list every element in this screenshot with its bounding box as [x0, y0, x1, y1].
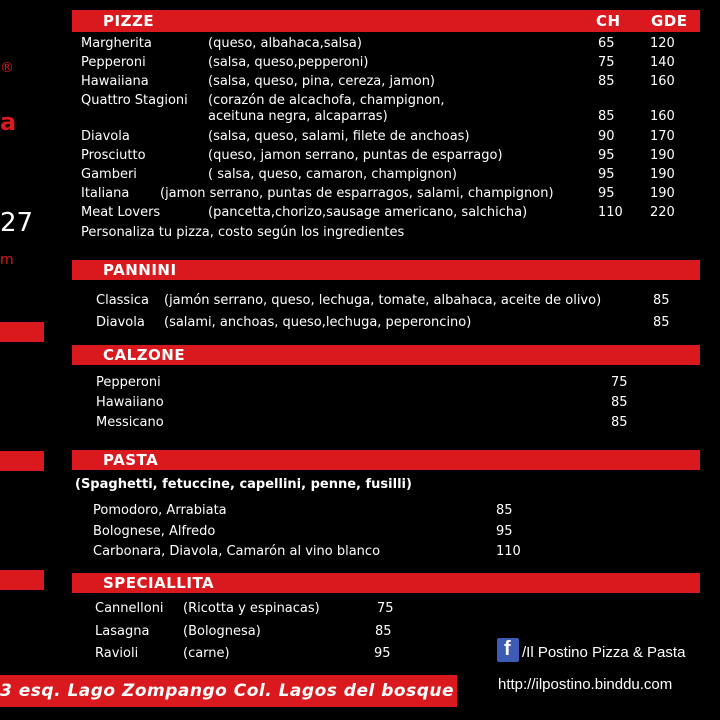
calzone-name: Pepperoni	[96, 375, 161, 390]
speciallita-title: SPECIALLITA	[103, 574, 215, 592]
pizza-desc-line2: aceituna negra, alcaparras)	[208, 109, 388, 124]
hours-fragment: m	[0, 252, 14, 268]
pizza-name: Hawaiiana	[81, 74, 149, 89]
phone-fragment: 27	[0, 208, 34, 238]
speciallita-desc: (carne)	[183, 646, 230, 661]
pizza-name: Gamberi	[81, 167, 137, 182]
pizza-desc: (queso, jamon serrano, puntas de esparrago)	[208, 148, 503, 163]
address-text: 3 esq. Lago Zompango Col. Lagos del bosque	[0, 681, 455, 701]
calzone-price: 75	[611, 375, 628, 390]
speciallita-name: Ravioli	[95, 646, 139, 661]
speciallita-price: 85	[375, 624, 392, 639]
speciallita-price: 95	[374, 646, 391, 661]
pizza-gde: 160	[650, 74, 675, 89]
speciallita-desc: (Bolognesa)	[183, 624, 261, 639]
pannini-name: Classica	[96, 293, 149, 308]
speciallita-desc: (Ricotta y espinacas)	[183, 601, 320, 616]
pizza-desc: (queso, albahaca,salsa)	[208, 36, 362, 51]
pasta-price: 95	[496, 524, 513, 539]
calzone-name: Hawaiiano	[96, 395, 164, 410]
pizze-title: PIZZE	[103, 12, 155, 30]
pizze-col-gde: GDE	[651, 12, 688, 30]
pizza-name: Quattro Stagioni	[81, 93, 188, 108]
pizza-ch: 95	[598, 167, 615, 182]
pasta-price: 85	[496, 503, 513, 518]
pizza-name: Pepperoni	[81, 55, 146, 70]
registered-mark: ®	[0, 60, 14, 76]
pannini-price: 85	[653, 293, 670, 308]
pizza-gde: 190	[650, 186, 675, 201]
pizza-gde: 160	[650, 109, 675, 124]
pannini-desc: (salami, anchoas, queso,lechuga, peperoncino)	[164, 315, 472, 330]
pizza-gde: 220	[650, 205, 675, 220]
pizza-name: Italiana	[81, 186, 130, 201]
pizza-ch: 95	[598, 148, 615, 163]
pizza-ch: 95	[598, 186, 615, 201]
pizza-ch: 110	[598, 205, 623, 220]
pasta-header-bar	[72, 450, 700, 470]
speciallita-price: 75	[377, 601, 394, 616]
speciallita-name: Cannelloni	[95, 601, 164, 616]
pasta-name: Pomodoro, Arrabiata	[93, 503, 227, 518]
pizza-desc: (salsa, queso, salami, filete de anchoas)	[208, 129, 470, 144]
pizza-ch: 90	[598, 129, 615, 144]
pasta-subtitle: (Spaghetti, fetuccine, capellini, penne, fusilli)	[75, 477, 412, 492]
left-bar-2	[0, 451, 44, 471]
calzone-name: Messicano	[96, 415, 164, 430]
pizza-note: Personaliza tu pizza, costo según los ingredientes	[81, 225, 405, 240]
pasta-title: PASTA	[103, 451, 159, 469]
facebook-link[interactable]: /Il Postino Pizza & Pasta	[522, 644, 686, 661]
pizza-name: Prosciutto	[81, 148, 146, 163]
pannini-name: Diavola	[96, 315, 145, 330]
pannini-desc: (jamón serrano, queso, lechuga, tomate, albahaca, aceite de olivo)	[164, 293, 602, 308]
left-bar-1	[0, 322, 44, 342]
calzone-title: CALZONE	[103, 346, 186, 364]
pizza-name: Meat Lovers	[81, 205, 161, 220]
calzone-price: 85	[611, 415, 628, 430]
pizza-name: Diavola	[81, 129, 130, 144]
pizza-ch: 85	[598, 74, 615, 89]
website-link[interactable]: http://ilpostino.binddu.com	[498, 676, 673, 693]
pizza-name: Margherita	[81, 36, 152, 51]
brand-fragment: a	[0, 108, 17, 136]
pizza-gde: 120	[650, 36, 675, 51]
pasta-name: Carbonara, Diavola, Camarón al vino blanco	[93, 544, 381, 559]
pizza-gde: 170	[650, 129, 675, 144]
pizza-gde: 190	[650, 167, 675, 182]
pizze-col-ch: CH	[596, 12, 621, 30]
pizza-ch: 75	[598, 55, 615, 70]
speciallita-name: Lasagna	[95, 624, 150, 639]
pizza-desc: (salsa, queso, pina, cereza, jamon)	[208, 74, 436, 89]
facebook-icon[interactable]: f	[497, 638, 519, 662]
pizza-desc: (salsa, queso,pepperoni)	[208, 55, 369, 70]
pasta-name: Bolognese, Alfredo	[93, 524, 216, 539]
pannini-price: 85	[653, 315, 670, 330]
pannini-title: PANNINI	[103, 261, 177, 279]
pizza-ch: 65	[598, 36, 615, 51]
pizza-gde: 190	[650, 148, 675, 163]
pizza-desc: (jamon serrano, puntas de esparragos, salami, champignon)	[160, 186, 554, 201]
pizza-desc: (corazón de alcachofa, champignon,	[208, 93, 445, 108]
pizza-gde: 140	[650, 55, 675, 70]
pasta-price: 110	[496, 544, 521, 559]
pizza-ch: 85	[598, 109, 615, 124]
pizza-desc: (pancetta,chorizo,sausage americano, salchicha)	[208, 205, 528, 220]
pizza-desc: ( salsa, queso, camaron, champignon)	[208, 167, 457, 182]
calzone-price: 85	[611, 395, 628, 410]
left-bar-3	[0, 570, 44, 590]
